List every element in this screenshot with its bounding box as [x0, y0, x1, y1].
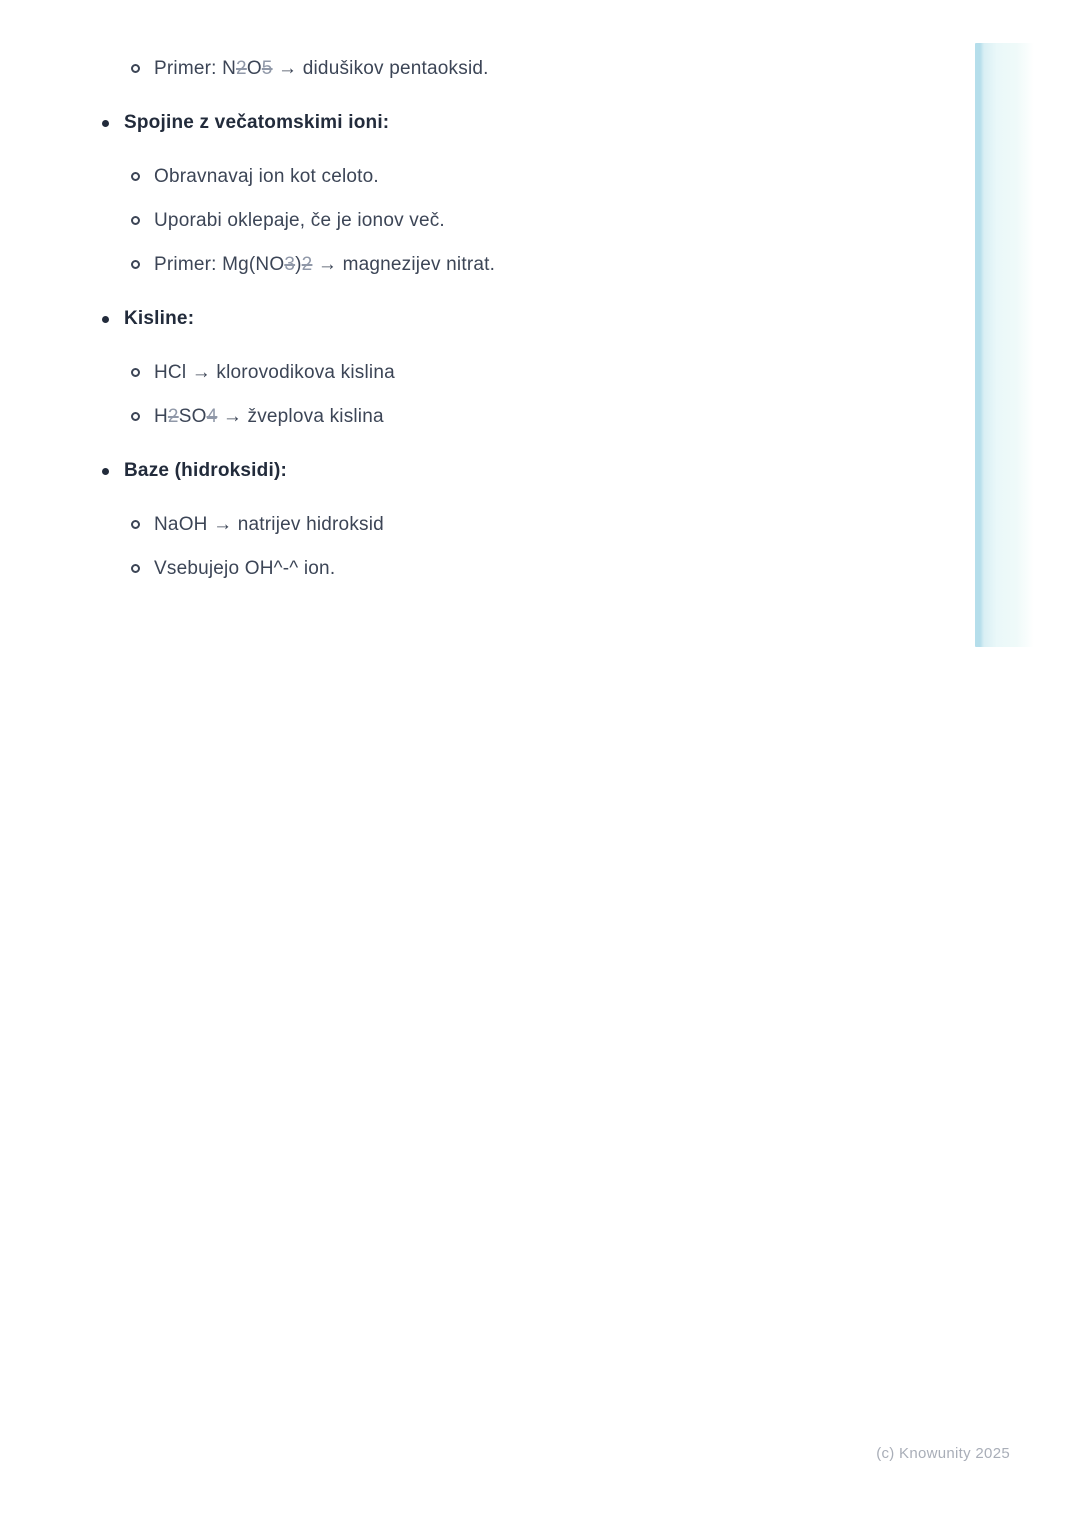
list-item-text: [154, 404, 384, 430]
list-item-heading: [0, 306, 960, 332]
copyright-text: (c) Knowunity 2025: [876, 1445, 1010, 1462]
text-segment: H: [154, 406, 168, 427]
text-segment: O: [246, 58, 262, 79]
bullet-circle-icon: [131, 520, 140, 529]
struck-subscript-text: 2: [236, 58, 247, 79]
list-item-text: [154, 164, 379, 190]
bullet-circle-icon: [131, 172, 140, 181]
text-segment: → magnezijev nitrat.: [312, 254, 496, 275]
text-segment: Vsebujejo OH^-^ ion.: [154, 558, 336, 579]
text-segment: → didušikov pentaoksid.: [272, 58, 489, 79]
list-item: [0, 404, 960, 430]
list-item: [0, 360, 960, 386]
text-segment: Uporabi oklepaje, če je ionov več.: [154, 210, 445, 231]
list-item-text: [154, 252, 495, 278]
text-segment: Primer: N: [154, 58, 237, 79]
text-segment: HCl → klorovodikova kislina: [154, 362, 395, 383]
list-item: [0, 56, 960, 82]
struck-subscript-text: 4: [206, 406, 218, 427]
notes-list: [0, 56, 960, 582]
text-segment: NaOH → natrijev hidroksid: [154, 514, 384, 535]
text-segment: Primer: Mg(NO: [154, 254, 285, 275]
list-item-text: [154, 360, 395, 386]
bullet-circle-icon: [131, 216, 140, 225]
struck-subscript-text: 3: [284, 254, 296, 275]
highlight-bar: [975, 43, 1034, 647]
list-item-heading: [0, 458, 960, 484]
list-item: [0, 208, 960, 234]
list-item-heading: [0, 110, 960, 136]
bullet-circle-icon: [131, 368, 140, 377]
struck-subscript-text: 5: [261, 58, 273, 79]
bullet-circle-icon: [131, 412, 140, 421]
list-item-text: [154, 208, 445, 234]
bullet-dot-icon: [102, 120, 109, 127]
text-segment: Kisline:: [124, 308, 195, 329]
bullet-circle-icon: [131, 64, 140, 73]
list-item-text: [124, 110, 389, 136]
list-item: [0, 512, 960, 538]
text-segment: → žveplova kislina: [217, 406, 384, 427]
struck-subscript-text: 2: [301, 254, 313, 275]
list-item-text: [124, 306, 194, 332]
text-segment: ): [295, 254, 302, 275]
list-item: [0, 556, 960, 582]
struck-subscript-text: 2: [167, 406, 179, 427]
bullet-circle-icon: [131, 564, 140, 573]
text-segment: Baze (hidroksidi):: [124, 460, 288, 481]
bullet-dot-icon: [102, 316, 109, 323]
list-item-text: [154, 512, 384, 538]
bullet-circle-icon: [131, 260, 140, 269]
list-item-text: [154, 556, 335, 582]
list-item: [0, 164, 960, 190]
text-segment: SO: [178, 406, 207, 427]
bullet-dot-icon: [102, 468, 109, 475]
list-item-text: [124, 458, 287, 484]
list-item-text: [154, 56, 489, 82]
text-segment: Obravnavaj ion kot celoto.: [154, 166, 379, 187]
text-segment: Spojine z večatomskimi ioni:: [124, 112, 390, 133]
list-item: [0, 252, 960, 278]
